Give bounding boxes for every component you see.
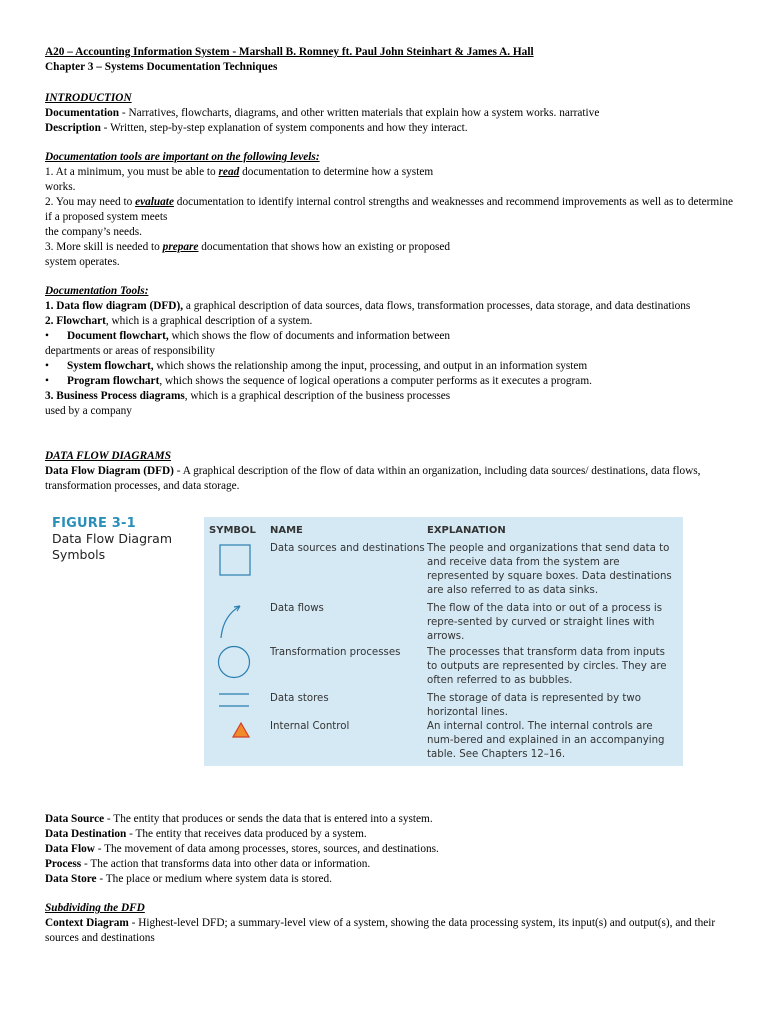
subdividing-section [45, 901, 735, 946]
levels-heading: Documentation tools are important on the following levels: [45, 151, 320, 163]
course-title: A20 – Accounting Information System - Marshall B. Romney ft. Paul John Steinhart & James A. Hall [45, 46, 534, 58]
row-expl-processes: The processes that transform data from inputs to outputs are represented by circles. They are often referred to as bubbles. [427, 647, 667, 686]
bullet-program-flowchart: • Program flowchart, which shows the sequence of logical operations a computer performs as it executes a program. [45, 375, 592, 387]
two-lines-icon [218, 692, 250, 713]
figure-title [52, 516, 172, 563]
definitions-list [45, 812, 735, 887]
row-name-internal-control: Internal Control [270, 721, 350, 732]
documentation-definition: Documentation - Narratives, flowcharts, diagrams, and other written materials that explain how a system works. narrative [45, 107, 600, 119]
tool-business-process-cont: used by a company [45, 405, 132, 417]
level-1-cont: works. [45, 181, 76, 193]
level-1: 1. At a minimum, you must be able to read documentation to determine how a system [45, 166, 434, 178]
definition-data-flow: Data Flow - The movement of data among processes, stores, sources, and destinations. [45, 843, 439, 855]
bullet-system-flowchart: • System flowchart, which shows the relationship among the input, processing, and output in an information system [45, 360, 588, 372]
document-header [45, 45, 735, 75]
level-3-cont: system operates. [45, 256, 120, 268]
tools-heading: Documentation Tools: [45, 285, 149, 297]
figure-symbols-table [204, 517, 683, 766]
figure-label: FIGURE 3-1 [52, 516, 136, 531]
bullet-document-flowchart: • Document flowchart, which shows the flow of documents and information between [45, 330, 451, 342]
tool-flowchart: 2. Flowchart, which is a graphical description of a system. [45, 315, 313, 327]
row-name-stores: Data stores [270, 693, 329, 704]
definition-data-source: Data Source - The entity that produces or sends the data that is entered into a system. [45, 813, 433, 825]
introduction-heading: INTRODUCTION [45, 92, 132, 104]
row-name-sources: Data sources and destinations [270, 543, 425, 554]
tool-dfd: 1. Data flow diagram (DFD), a graphical description of data sources, data flows, transformation processes, data storage, and data destinations [45, 300, 691, 312]
dfd-definition: Data Flow Diagram (DFD) - A graphical description of the flow of data within an organization, including data sources/ destinations, data flows, transformation processes, and data storage. [45, 465, 701, 492]
level-3: 3. More skill is needed to prepare documentation that shows how an existing or proposed [45, 241, 451, 253]
introduction-section [45, 91, 735, 136]
row-name-flows: Data flows [270, 603, 324, 614]
circle-icon [217, 645, 251, 684]
level-2: 2. You may need to evaluate documentation to identify internal control strengths and weaknesses and recommend improvements as well as to determine if a proposed system meets [45, 196, 734, 223]
tools-section [45, 284, 735, 419]
row-expl-sources: The people and organizations that send data to and receive data from the system are represented by square boxes. Data destinations are also referred to as data sinks. [427, 543, 672, 596]
warning-triangle-icon [232, 722, 250, 743]
definition-process: Process - The action that transforms data into other data or information. [45, 858, 371, 870]
row-name-processes: Transformation processes [270, 647, 401, 658]
curved-arrow-icon [218, 602, 246, 645]
tool-business-process: 3. Business Process diagrams, which is a graphical description of the business processes [45, 390, 451, 402]
context-diagram-definition: Context Diagram - Highest-level DFD; a summary-level view of a system, showing the data processing system, its input(s) and output(s), and their sources and destinations [45, 917, 716, 944]
definition-data-destination: Data Destination - The entity that receives data produced by a system. [45, 828, 367, 840]
figure-caption: Data Flow Diagram Symbols [52, 531, 172, 562]
bullet-document-flowchart-cont: departments or areas of responsibility [45, 345, 216, 357]
level-2-cont: the company’s needs. [45, 226, 142, 238]
dfd-section [45, 449, 735, 494]
row-expl-internal-control: An internal control. The internal controls are num-bered and explained in an accompanying table. See Chapters 12–16. [427, 721, 665, 760]
dfd-heading: DATA FLOW DIAGRAMS [45, 450, 171, 462]
square-box-icon [219, 544, 251, 581]
header-symbol: SYMBOL [209, 525, 256, 536]
definition-data-store: Data Store - The place or medium where system data is stored. [45, 873, 332, 885]
row-expl-stores: The storage of data is represented by two horizontal lines. [427, 693, 641, 718]
chapter-title: Chapter 3 – Systems Documentation Techniques [45, 61, 278, 73]
description-definition: Description - Written, step-by-step explanation of system components and how they interact. [45, 122, 468, 134]
levels-section [45, 150, 735, 270]
header-name: NAME [270, 525, 303, 536]
header-explanation: EXPLANATION [427, 525, 506, 536]
row-expl-flows: The flow of the data into or out of a process is repre-sented by curved or straight lines with arrows. [427, 603, 663, 642]
subdividing-heading: Subdividing the DFD [45, 902, 145, 914]
